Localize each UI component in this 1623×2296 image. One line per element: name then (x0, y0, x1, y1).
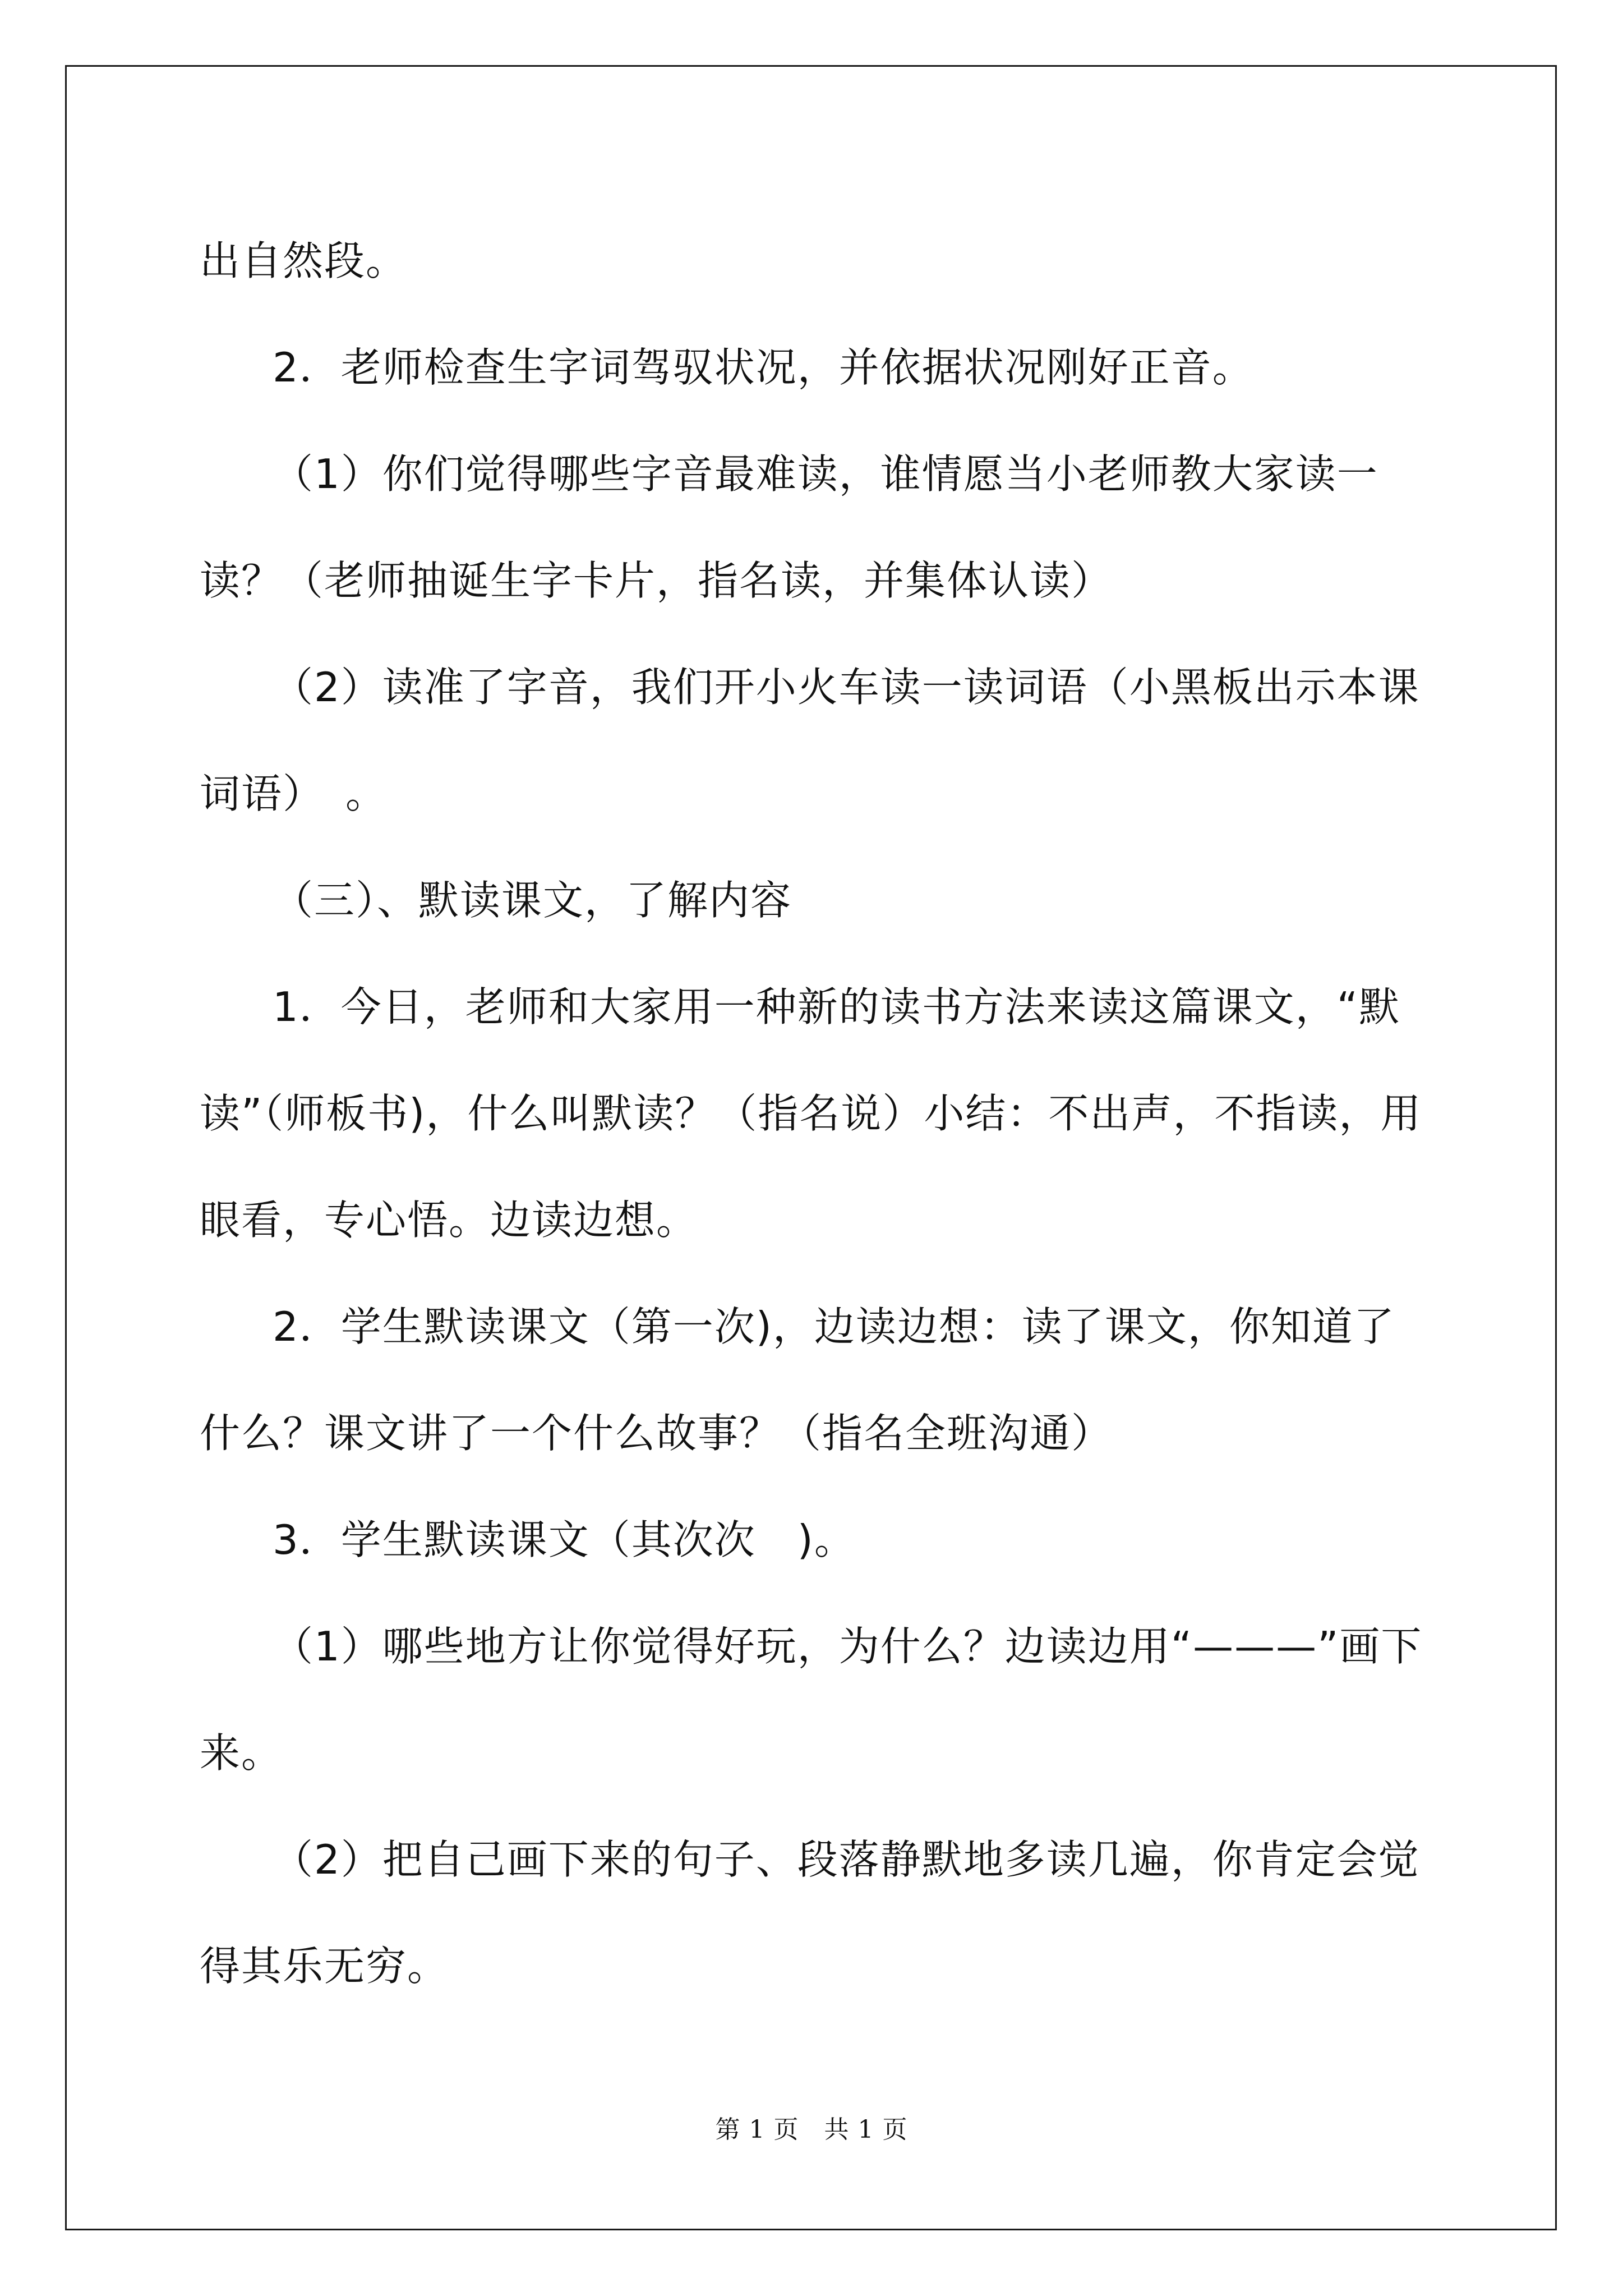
paragraph-1: 出自然段。 (200, 237, 408, 284)
paragraph-8: 3．学生默读课文（其次次 )。 (273, 1516, 856, 1563)
page-number-footer: 第 1 页 共 1 页 (715, 2115, 908, 2144)
paragraph-6: 1．今日，老师和大家用一种新的读书方法来读这篇课文，“默读”（师板书)，什么叫默读？（指名说）小结：不出声，不指读，用眼看，专心悟。边读边想。 (200, 983, 1422, 1244)
document-body (200, 208, 1433, 2019)
paragraph-10: （2）把自己画下来的句子、段落静默地多读几遍，你肯定会觉得其乐无穷。 (200, 1836, 1420, 1990)
paragraph-7: 2．学生默读课文（第一次)，边读边想：读了课文，你知道了什么？课文讲了一个什么故事？（指名全班沟通） (200, 1303, 1395, 1457)
paragraph-3: （1）你们觉得哪些字音最难读，谁情愿当小老师教大家读一读？（老师抽诞生字卡片，指名读，并集体认读） (200, 450, 1378, 604)
paragraph-9: （1）哪些地方让你觉得好玩，为什么？边读边用“———”画下来。 (200, 1623, 1423, 1777)
paragraph-4: （2）读准了字音，我们开小火车读一读词语（小黑板出示本课词语） 。 (200, 664, 1420, 817)
paragraph-2: 2．老师检查生字词驾驭状况，并依据状况刚好正音。 (273, 344, 1254, 391)
paragraph-5: （三）、默读课文，了解内容 (273, 877, 792, 924)
